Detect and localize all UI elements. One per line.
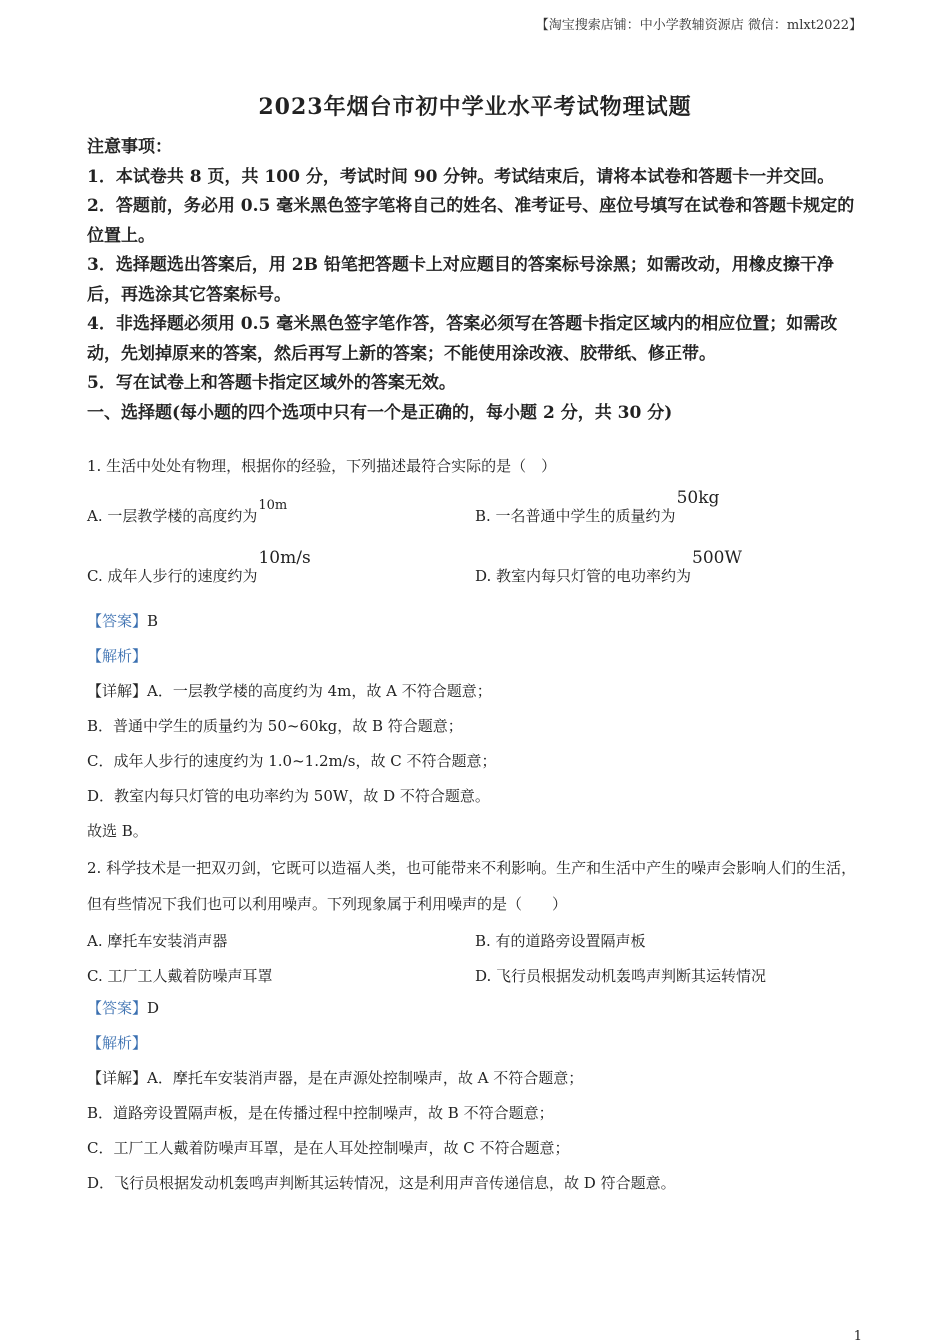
page-number: 1 <box>853 1329 862 1344</box>
q1-stem: 1. 生活中处处有物理，根据你的经验，下列描述最符合实际的是（ ） <box>87 457 557 475</box>
notice-item-3: 3．选择题选出答案后，用 2B 铅笔把答题卡上对应题目的答案标号涂黑；如需改动，用橡皮擦干净后，再选涂其它答案标号。 <box>87 255 834 305</box>
notice-item-5: 5．写在试卷上和答题卡指定区域外的答案无效。 <box>87 373 456 393</box>
q1-option-b-value: 50kg <box>676 488 720 508</box>
q2-option-a: A. 摩托车安装消声器 <box>87 932 228 950</box>
notice-item-2: 2．答题前，务必用 0.5 毫米黑色签字笔将自己的姓名、准考证号、座位号填写在试卷和答题卡规定的位置上。 <box>87 196 855 246</box>
q1-answer: 【答案】B <box>87 612 159 630</box>
q1-detail-line-2: B．普通中学生的质量约为 50~60kg，故 B 符合题意； <box>87 717 463 735</box>
q2-solution <box>87 991 862 1201</box>
q2-option-b: B. 有的道路旁设置隔声板 <box>475 932 646 950</box>
q2-detail-line-1: 【详解】A．摩托车安装消声器，是在声源处控制噪声，故 A 不符合题意； <box>87 1069 584 1087</box>
q1-detail-line-3: C．成年人步行的速度约为 1.0~1.2m/s，故 C 不符合题意； <box>87 752 497 770</box>
notice-item-4: 4．非选择题必须用 0.5 毫米黑色签字笔作答，答案必须写在答题卡指定区域内的相应位置；如需改动，先划掉原来的答案，然后再写上新的答案；不能使用涂改液、胶带纸、修正带。 <box>87 314 838 364</box>
header-note: 【淘宝搜索店铺：中小学教辅资源店 微信：mlxt2022】 <box>535 18 862 33</box>
q2-detail-line-3: C．工厂工人戴着防噪声耳罩，是在人耳处控制噪声，故 C 不符合题意； <box>87 1139 570 1157</box>
q2-answer: 【答案】D <box>87 999 160 1017</box>
q1-analysis-tag: 【解析】 <box>87 647 148 665</box>
q1-option-c-value: 10m/s <box>258 548 311 568</box>
q2-option-c: C. 工厂工人戴着防噪声耳罩 <box>87 967 273 985</box>
q2-option-d: D. 飞行员根据发动机轰鸣声判断其运转情况 <box>475 967 767 985</box>
q1-option-d-value: 500W <box>692 548 742 568</box>
q2-detail-line-2: B．道路旁设置隔声板，是在传播过程中控制噪声，故 B 不符合题意； <box>87 1104 554 1122</box>
notice-block <box>87 133 862 428</box>
q1-option-d: D. 教室内每只灯管的电功率约为500W <box>475 548 742 585</box>
q2-analysis-tag: 【解析】 <box>87 1034 148 1052</box>
q1-detail-line-4: D．教室内每只灯管的电功率约为 50W，故 D 不符合题意。 <box>87 787 490 805</box>
section-heading: 一、选择题(每小题的四个选项中只有一个是正确的，每小题 2 分，共 30 分) <box>87 402 673 423</box>
notice-item-1: 1．本试卷共 8 页，共 100 分，考试时间 90 分钟。考试结束后，请将本试卷和答题卡一并交回。 <box>87 166 835 187</box>
q1-conclusion: 故选 B。 <box>87 822 148 840</box>
page-title: 2023年烟台市初中学业水平考试物理试题 <box>258 94 692 120</box>
q1-option-b: B. 一名普通中学生的质量约为50kg <box>475 488 720 525</box>
q2-detail-line-4: D．飞行员根据发动机轰鸣声判断其运转情况，这是利用声音传递信息，故 D 符合题意。 <box>87 1174 676 1192</box>
q1-option-a-value: 10m <box>258 498 288 513</box>
q1-option-c: C. 成年人步行的速度约为10m/s <box>87 548 311 585</box>
q1-solution <box>87 604 862 849</box>
notice-heading: 注意事项： <box>87 137 172 157</box>
q1-detail-line-1: 【详解】A．一层教学楼的高度约为 4m，故 A 不符合题意； <box>87 682 492 700</box>
q1-option-a: A. 一层教学楼的高度约为10m <box>87 498 288 525</box>
q2-stem: 2. 科学技术是一把双刃剑，它既可以造福人类，也可能带来不利影响。生产和生活中产生的噪声会影响人们的生活，但有些情况下我们也可以利用噪声。下列现象属于利用噪声的是（ ） <box>87 859 857 913</box>
